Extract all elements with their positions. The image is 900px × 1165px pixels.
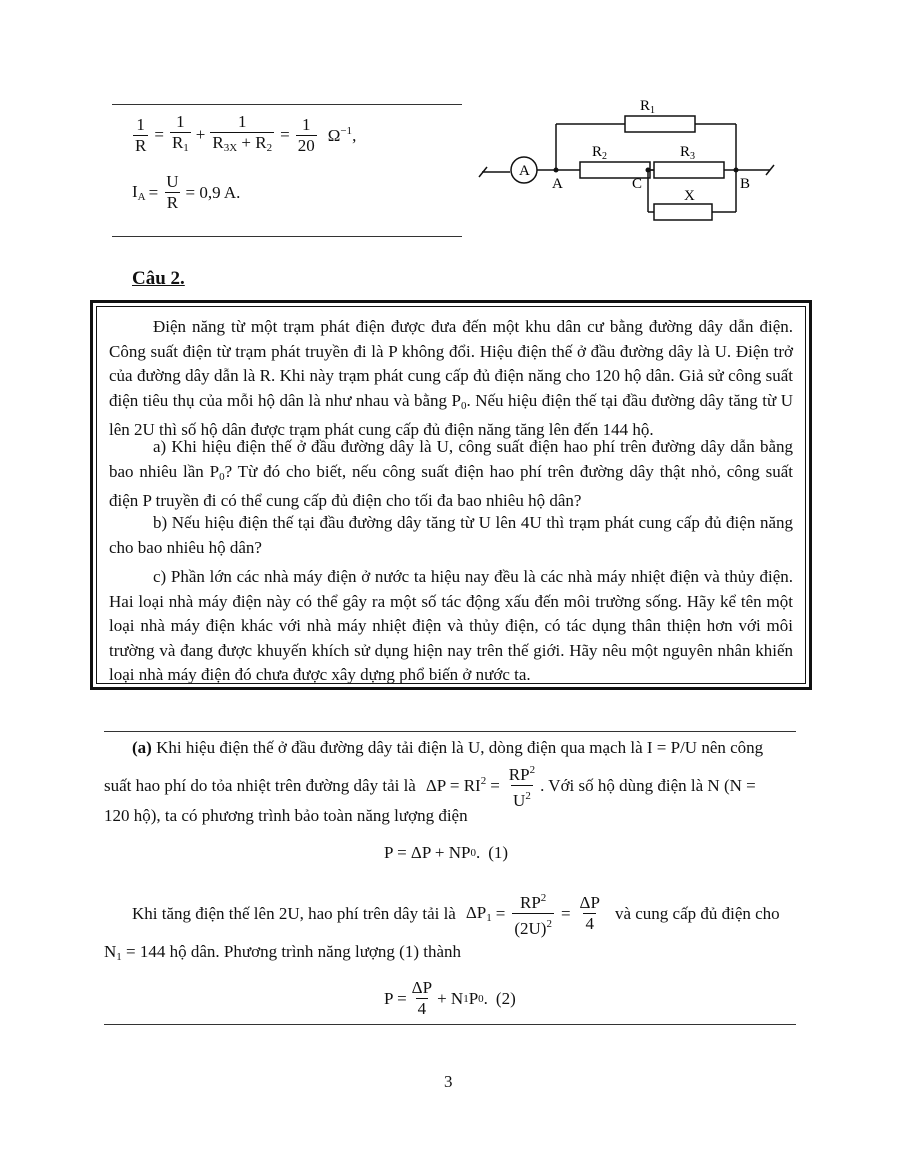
subscript: 0 (470, 847, 476, 859)
top-rule (112, 104, 462, 105)
solution-line-4 (104, 888, 796, 939)
equation-2 (384, 978, 516, 1019)
frac-den (210, 132, 274, 158)
question-part-b: b) Nếu hiệu điện thế tại đầu đường dây tăng từ U lên 4U thì trạm phát cung cấp đủ điện năng cho bao nhiêu hộ dân? (109, 513, 793, 557)
symbol: N (104, 942, 117, 961)
superscript: 2 (480, 775, 487, 787)
symbol: + N (437, 988, 464, 1008)
solution-line-3: 120 hộ), ta có phương trình bảo toàn năng lượng điện (104, 806, 468, 825)
ammeter-label: A (519, 163, 530, 179)
symbol: R (680, 144, 691, 160)
question-intro (109, 315, 793, 443)
r2-label (592, 144, 607, 162)
frac-num: 1 (237, 112, 247, 131)
equals: = (495, 903, 506, 923)
ohm-unit: Ω (327, 125, 341, 145)
frac-num: ΔP (411, 978, 433, 997)
subscript: 1 (650, 105, 656, 116)
equation-rhs: = 0,9 A. (185, 182, 241, 202)
subscript: 3X (223, 142, 238, 154)
symbol: R (640, 98, 651, 114)
frac-den: R (166, 193, 179, 212)
symbol: + R (237, 133, 267, 152)
frac-den (170, 132, 191, 158)
symbol: ΔP = RI (425, 776, 481, 795)
frac-num: 1 (176, 112, 185, 131)
resistor-r1 (625, 116, 695, 132)
symbol: ΔP (465, 903, 487, 922)
r3-label (680, 144, 695, 162)
subscript: 0 (478, 992, 484, 1005)
frac-num: ΔP (579, 893, 600, 912)
equation-1 (384, 843, 508, 863)
subscript: 1 (486, 912, 492, 924)
superscript: 2 (546, 918, 552, 930)
symbol: R (592, 144, 603, 160)
top-bottom-rule (112, 236, 462, 237)
subscript: 2 (602, 151, 608, 162)
frac-num: U (166, 172, 179, 191)
node-b-label: B (740, 176, 751, 192)
symbol: RP (520, 893, 541, 912)
superscript: 2 (525, 790, 531, 802)
node-a-dot (554, 168, 559, 173)
node-c-dot (646, 168, 651, 173)
symbol: R (171, 133, 184, 152)
solution-text: Khi hiệu điện thế ở đầu đường dây tải điện là U, dòng điện qua mạch là I = P/U nên công (151, 738, 764, 757)
part-tag: (a) (132, 738, 152, 757)
symbol: P (468, 988, 479, 1008)
solution-text: suất hao phí do tỏa nhiệt trên đường dây tải là (104, 775, 416, 795)
frac-num: 1 (136, 114, 145, 134)
solution-line-1 (104, 737, 796, 759)
frac-den: 4 (417, 999, 427, 1018)
frac-den: 4 (585, 914, 594, 933)
node-c-label: C (632, 176, 643, 192)
frac-num (518, 888, 548, 913)
solution-top-rule (104, 731, 796, 732)
solution-bottom-rule (104, 1024, 796, 1025)
subscript: 2 (266, 142, 273, 154)
symbol: P = ΔP + NP (384, 843, 471, 862)
resistance-equation: $\frac{1}{R}$ = $\frac{1}{R_1}$ + $\frac{1}{R_{3X} + R_2}$ = $\frac{1}{20}$ $\Omega^{-1}$, (130, 112, 356, 158)
current-equation: $I_A$ = $\frac{U}{R}$ = 0,9 A. (132, 172, 241, 212)
node-b-dot (734, 168, 739, 173)
question-part-a (109, 435, 793, 514)
resistor-x (654, 204, 712, 220)
solution-line-2 (104, 760, 796, 811)
symbol: (2U) (514, 919, 547, 938)
subscript: 1 (116, 951, 122, 963)
solution-text: = 144 hộ dân. Phương trình năng lượng (1) thành (121, 942, 461, 961)
question-box (90, 300, 812, 690)
symbol: R (212, 133, 224, 152)
solution-line-5 (104, 941, 461, 968)
question-box-inner (96, 306, 806, 684)
symbol: I (132, 182, 138, 201)
circuit-diagram (470, 90, 790, 230)
page-number: 3 (444, 1072, 453, 1091)
frac-den: R (135, 135, 147, 155)
subscript: 1 (183, 142, 189, 154)
question-part-c: c) Phần lớn các nhà máy điện ở nước ta hiệu nay đều là các nhà máy nhiệt điện và thủy điện. Hai loại nhà máy điện này có thể gây ra một số tác động xấu đến môi trường sống. Hãy kể tên một loại nhà máy điện khác với nhà máy nhiệt điện và thủy điện, có tác dụng thân thiện hơn với môi trường và đang được khuyến khích sử dụng hiện nay trên thế giới. Hãy nêu một nguyên nhân khiến loại nhà máy điện đó chưa được xây dựng phổ biến ở nước ta. (109, 567, 793, 684)
quarter-fraction (578, 893, 602, 934)
frac-den (511, 785, 533, 811)
quarter-fraction (410, 978, 434, 1019)
frac-den (512, 913, 554, 939)
part-a-text: ? Từ đó cho biết, nếu công suất điện hao phí trên đường dây thật nhỏ, công suất điện P truyền đi có thể cung cấp đủ điện cho tối đa bao nhiêu hộ dân? (109, 461, 793, 510)
frac-num (507, 760, 537, 785)
subscript: 3 (690, 151, 696, 162)
subscript: 0 (219, 470, 225, 483)
equals: = (560, 903, 571, 923)
node-a-label: A (552, 176, 563, 192)
intro-text: Điện năng từ một trạm phát điện được đưa đến một khu dân cư bằng đường dây dẫn điện. Công suất điện từ trạm phát truyền đi là P không đổi. Hiệu điện thế ở đầu đường dây là U. Điện trở của đường dây dẫn là R. Khi này trạm phát cung cấp đủ điện năng cho 120 hộ dân. Giả sử công suất điện tiêu thụ của mỗi hộ dân là như nhau và bằng P (109, 317, 793, 410)
punctuation: , (352, 125, 357, 145)
equation-tag: (1) (488, 843, 509, 862)
question-title: Câu 2. (132, 268, 185, 289)
part-a-text: a) Khi hiệu điện thế ở đầu đường dây là U, công suất điện hao phí trên đường dây dẫn bằng bao nhiêu lần P (109, 437, 793, 481)
frac-den: 20 (297, 135, 315, 155)
subscript: 1 (463, 992, 469, 1005)
superscript: 2 (529, 764, 536, 776)
intro-text: . Nếu hiệu điện thế tại đầu đường dây tăng từ U lên 2U thì số hộ dân được trạm phát cung cấp đủ điện năng tăng lên đến 144 hộ. (109, 390, 793, 439)
x-label: X (684, 188, 695, 204)
power-loss-fraction (507, 760, 537, 811)
superscript: 2 (540, 892, 547, 904)
subscript: A (137, 191, 146, 203)
superscript: −1 (340, 124, 353, 137)
symbol: U (513, 791, 526, 810)
punctuation: . (483, 988, 488, 1008)
power-loss-2u-fraction (512, 888, 554, 939)
frac-num: 1 (301, 114, 311, 134)
subscript: 0 (460, 399, 467, 412)
solution-text: và cung cấp đủ điện cho (614, 903, 780, 923)
symbol: RP (508, 765, 530, 784)
punctuation: . (476, 843, 481, 862)
resistor-r3 (654, 162, 724, 178)
symbol: P = (384, 988, 407, 1008)
solution-text: Khi tăng điện thế lên 2U, hao phí trên dây tải là (132, 903, 456, 923)
r1-label (640, 98, 655, 116)
equals: = (490, 775, 500, 795)
equation-tag: (2) (495, 988, 516, 1008)
solution-text: . Với số hộ dùng điện là N (N = (540, 775, 756, 795)
